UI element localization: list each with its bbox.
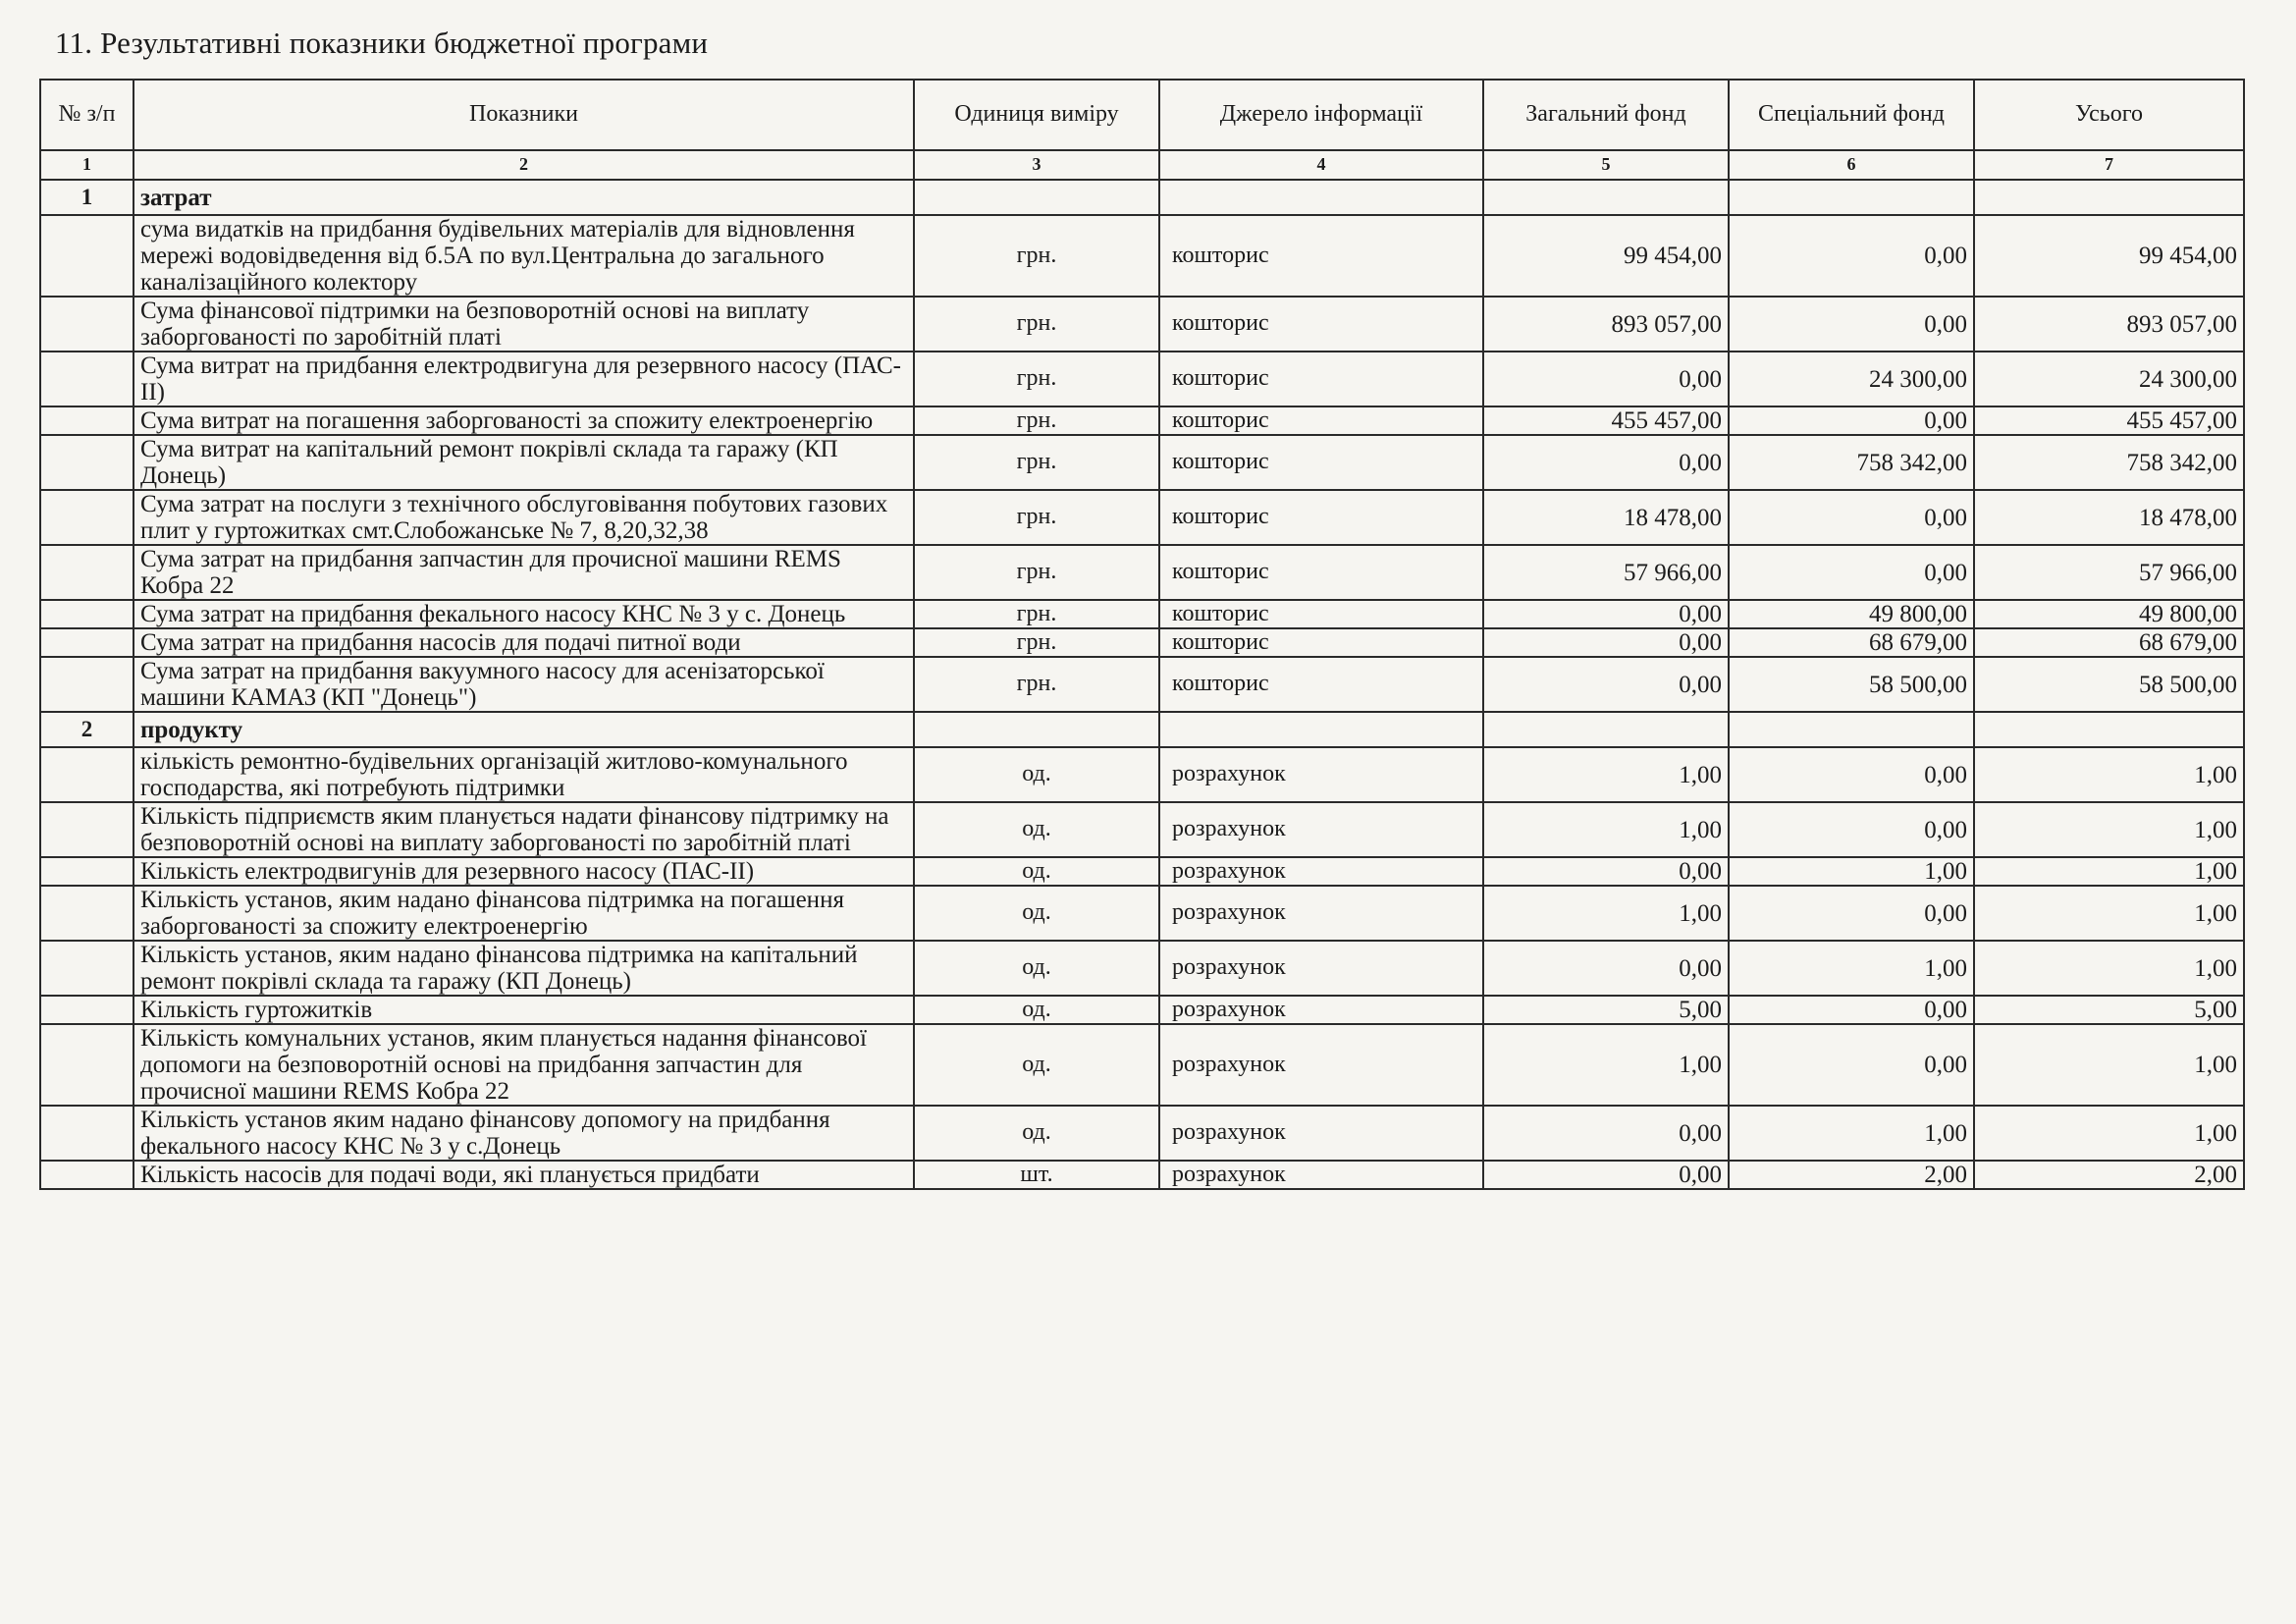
indicator-name: Сума затрат на придбання запчастин для прочисної машини REMS Кобра 22 bbox=[133, 545, 914, 600]
total-value: 1,00 bbox=[1974, 857, 2244, 886]
indicator-name: Кількість електродвигунів для резервного насосу (ПАС-ІІ) bbox=[133, 857, 914, 886]
special-fund-value: 1,00 bbox=[1729, 857, 1974, 886]
special-fund-value: 0,00 bbox=[1729, 1024, 1974, 1106]
total-value: 1,00 bbox=[1974, 886, 2244, 941]
table-row bbox=[40, 600, 2244, 628]
information-source: кошторис bbox=[1159, 545, 1483, 600]
special-fund-value: 0,00 bbox=[1729, 886, 1974, 941]
total-value: 49 800,00 bbox=[1974, 600, 2244, 628]
information-source: кошторис bbox=[1159, 352, 1483, 406]
information-source: розрахунок bbox=[1159, 747, 1483, 802]
unit-of-measure: грн. bbox=[914, 215, 1159, 297]
row-number bbox=[40, 886, 133, 941]
general-fund-value: 0,00 bbox=[1483, 657, 1729, 712]
total-value: 893 057,00 bbox=[1974, 297, 2244, 352]
section-title: продукту bbox=[133, 712, 914, 747]
information-source: розрахунок bbox=[1159, 1024, 1483, 1106]
section-number: 1 bbox=[40, 180, 133, 215]
table-row bbox=[40, 1161, 2244, 1189]
information-source: кошторис bbox=[1159, 435, 1483, 490]
indicator-name: Кількість установ яким надано фінансову допомогу на придбання фекального насосу КНС № 3 у с.Донець bbox=[133, 1106, 914, 1161]
special-fund-value: 0,00 bbox=[1729, 406, 1974, 435]
special-fund-value: 0,00 bbox=[1729, 545, 1974, 600]
information-source: розрахунок bbox=[1159, 802, 1483, 857]
information-source: розрахунок bbox=[1159, 941, 1483, 996]
total-value: 1,00 bbox=[1974, 941, 2244, 996]
row-number bbox=[40, 435, 133, 490]
row-number bbox=[40, 215, 133, 297]
general-fund-value: 1,00 bbox=[1483, 886, 1729, 941]
general-fund-value: 5,00 bbox=[1483, 996, 1729, 1024]
information-source: розрахунок bbox=[1159, 1106, 1483, 1161]
table-row bbox=[40, 628, 2244, 657]
row-number bbox=[40, 490, 133, 545]
total-value: 5,00 bbox=[1974, 996, 2244, 1024]
special-fund-value: 2,00 bbox=[1729, 1161, 1974, 1189]
table-body bbox=[40, 150, 2244, 1189]
row-number bbox=[40, 657, 133, 712]
unit-of-measure: грн. bbox=[914, 628, 1159, 657]
table-row bbox=[40, 1106, 2244, 1161]
unit-of-measure: грн. bbox=[914, 545, 1159, 600]
total-value: 58 500,00 bbox=[1974, 657, 2244, 712]
indicator-name: Сума витрат на придбання електродвигуна для резервного насосу (ПАС-ІІ) bbox=[133, 352, 914, 406]
information-source: кошторис bbox=[1159, 490, 1483, 545]
column-number: 1 bbox=[40, 150, 133, 180]
unit-of-measure: од. bbox=[914, 996, 1159, 1024]
general-fund-value: 0,00 bbox=[1483, 628, 1729, 657]
unit-of-measure: грн. bbox=[914, 352, 1159, 406]
column-number: 6 bbox=[1729, 150, 1974, 180]
general-fund-value: 57 966,00 bbox=[1483, 545, 1729, 600]
indicator-name: Сума витрат на капітальний ремонт покрівлі склада та гаражу (КП Донець) bbox=[133, 435, 914, 490]
table-row bbox=[40, 747, 2244, 802]
table-row bbox=[40, 406, 2244, 435]
special-fund-value: 1,00 bbox=[1729, 1106, 1974, 1161]
total-value: 455 457,00 bbox=[1974, 406, 2244, 435]
general-fund-value: 0,00 bbox=[1483, 352, 1729, 406]
table-row bbox=[40, 352, 2244, 406]
table-row bbox=[40, 1024, 2244, 1106]
total-value: 57 966,00 bbox=[1974, 545, 2244, 600]
general-fund-value: 0,00 bbox=[1483, 857, 1729, 886]
indicator-name: сума видатків на придбання будівельних матеріалів для відновлення мережі водовідведення від б.5А по вул.Центральна до загального каналізаційного колектору bbox=[133, 215, 914, 297]
column-number: 2 bbox=[133, 150, 914, 180]
total-value: 1,00 bbox=[1974, 1106, 2244, 1161]
empty-cell bbox=[914, 712, 1159, 747]
total-value: 758 342,00 bbox=[1974, 435, 2244, 490]
row-number bbox=[40, 297, 133, 352]
column-number: 7 bbox=[1974, 150, 2244, 180]
table-row bbox=[40, 857, 2244, 886]
information-source: кошторис bbox=[1159, 657, 1483, 712]
table-row bbox=[40, 802, 2244, 857]
special-fund-value: 1,00 bbox=[1729, 941, 1974, 996]
indicator-name: Сума затрат на послуги з технічного обслуговівання побутових газових плит у гуртожитках смт.Слобожанське № 7, 8,20,32,38 bbox=[133, 490, 914, 545]
row-number bbox=[40, 1024, 133, 1106]
row-number bbox=[40, 941, 133, 996]
section-number: 2 bbox=[40, 712, 133, 747]
column-number: 5 bbox=[1483, 150, 1729, 180]
row-number bbox=[40, 1161, 133, 1189]
table-row bbox=[40, 435, 2244, 490]
unit-of-measure: од. bbox=[914, 857, 1159, 886]
empty-cell bbox=[1974, 180, 2244, 215]
information-source: розрахунок bbox=[1159, 1161, 1483, 1189]
row-number bbox=[40, 747, 133, 802]
table-row bbox=[40, 297, 2244, 352]
total-value: 18 478,00 bbox=[1974, 490, 2244, 545]
row-number bbox=[40, 352, 133, 406]
row-number bbox=[40, 857, 133, 886]
unit-of-measure: грн. bbox=[914, 490, 1159, 545]
information-source: кошторис bbox=[1159, 215, 1483, 297]
general-fund-value: 0,00 bbox=[1483, 1106, 1729, 1161]
indicator-name: Сума затрат на придбання насосів для подачі питної води bbox=[133, 628, 914, 657]
general-fund-value: 1,00 bbox=[1483, 1024, 1729, 1106]
table-row bbox=[40, 996, 2244, 1024]
total-value: 99 454,00 bbox=[1974, 215, 2244, 297]
information-source: кошторис bbox=[1159, 406, 1483, 435]
special-fund-value: 0,00 bbox=[1729, 747, 1974, 802]
indicator-name: Кількість підприємств яким планується надати фінансову підтримку на безповоротній основі на виплату заборгованості по заробітній платі bbox=[133, 802, 914, 857]
special-fund-value: 0,00 bbox=[1729, 297, 1974, 352]
general-fund-value: 0,00 bbox=[1483, 435, 1729, 490]
total-value: 68 679,00 bbox=[1974, 628, 2244, 657]
general-fund-value: 1,00 bbox=[1483, 747, 1729, 802]
total-value: 1,00 bbox=[1974, 747, 2244, 802]
general-fund-value: 0,00 bbox=[1483, 941, 1729, 996]
indicator-name: Кількість установ, яким надано фінансова підтримка на погашення заборгованості за спожиту електроенергію bbox=[133, 886, 914, 941]
table-row bbox=[40, 886, 2244, 941]
indicator-name: Сума затрат на придбання фекального насосу КНС № 3 у с. Донець bbox=[133, 600, 914, 628]
header-general-fund: Загальний фонд bbox=[1483, 80, 1729, 150]
header-row bbox=[40, 80, 2244, 150]
indicator-name: Кількість комунальних установ, яким планується надання фінансової допомоги на безповоротній основі на придбання запчастин для прочисної машини REMS Кобра 22 bbox=[133, 1024, 914, 1106]
information-source: кошторис bbox=[1159, 600, 1483, 628]
table-row bbox=[40, 490, 2244, 545]
section-title: затрат bbox=[133, 180, 914, 215]
empty-cell bbox=[1729, 180, 1974, 215]
special-fund-value: 58 500,00 bbox=[1729, 657, 1974, 712]
header-source: Джерело інформації bbox=[1159, 80, 1483, 150]
total-value: 1,00 bbox=[1974, 1024, 2244, 1106]
special-fund-value: 24 300,00 bbox=[1729, 352, 1974, 406]
header-indicator: Показники bbox=[133, 80, 914, 150]
header-special-fund: Спеціальний фонд bbox=[1729, 80, 1974, 150]
column-number: 4 bbox=[1159, 150, 1483, 180]
table-row bbox=[40, 941, 2244, 996]
row-number bbox=[40, 545, 133, 600]
unit-of-measure: од. bbox=[914, 747, 1159, 802]
column-number-row bbox=[40, 150, 2244, 180]
information-source: розрахунок bbox=[1159, 996, 1483, 1024]
table-row bbox=[40, 545, 2244, 600]
empty-cell bbox=[1483, 180, 1729, 215]
row-number bbox=[40, 628, 133, 657]
indicator-name: Сума затрат на придбання вакуумного насосу для асенізаторської машини КАМАЗ (КП "Донець") bbox=[133, 657, 914, 712]
header-total: Усього bbox=[1974, 80, 2244, 150]
special-fund-value: 0,00 bbox=[1729, 490, 1974, 545]
information-source: розрахунок bbox=[1159, 886, 1483, 941]
unit-of-measure: грн. bbox=[914, 435, 1159, 490]
section-row bbox=[40, 712, 2244, 747]
row-number bbox=[40, 996, 133, 1024]
empty-cell bbox=[1729, 712, 1974, 747]
indicator-name: Сума витрат на погашення заборгованості за спожиту електроенергію bbox=[133, 406, 914, 435]
special-fund-value: 0,00 bbox=[1729, 802, 1974, 857]
header-unit: Одиниця виміру bbox=[914, 80, 1159, 150]
indicator-name: Кількість насосів для подачі води, які планується придбати bbox=[133, 1161, 914, 1189]
general-fund-value: 18 478,00 bbox=[1483, 490, 1729, 545]
indicator-name: Сума фінансової підтримки на безповоротній основі на виплату заборгованості по заробітній платі bbox=[133, 297, 914, 352]
header-num: № з/п bbox=[40, 80, 133, 150]
general-fund-value: 0,00 bbox=[1483, 600, 1729, 628]
general-fund-value: 1,00 bbox=[1483, 802, 1729, 857]
special-fund-value: 0,00 bbox=[1729, 215, 1974, 297]
unit-of-measure: од. bbox=[914, 886, 1159, 941]
special-fund-value: 0,00 bbox=[1729, 996, 1974, 1024]
page-title: 11. Результативні показники бюджетної програми bbox=[55, 26, 709, 60]
general-fund-value: 0,00 bbox=[1483, 1161, 1729, 1189]
information-source: кошторис bbox=[1159, 628, 1483, 657]
indicators-table bbox=[39, 79, 2245, 1190]
general-fund-value: 99 454,00 bbox=[1483, 215, 1729, 297]
special-fund-value: 49 800,00 bbox=[1729, 600, 1974, 628]
information-source: розрахунок bbox=[1159, 857, 1483, 886]
unit-of-measure: грн. bbox=[914, 657, 1159, 712]
unit-of-measure: грн. bbox=[914, 406, 1159, 435]
unit-of-measure: од. bbox=[914, 1024, 1159, 1106]
unit-of-measure: грн. bbox=[914, 297, 1159, 352]
indicator-name: кількість ремонтно-будівельних організацій житлово-комунального господарства, які потребують підтримки bbox=[133, 747, 914, 802]
unit-of-measure: од. bbox=[914, 941, 1159, 996]
total-value: 24 300,00 bbox=[1974, 352, 2244, 406]
section-row bbox=[40, 180, 2244, 215]
indicator-name: Кількість гуртожитків bbox=[133, 996, 914, 1024]
total-value: 1,00 bbox=[1974, 802, 2244, 857]
table-row bbox=[40, 215, 2244, 297]
empty-cell bbox=[1159, 180, 1483, 215]
empty-cell bbox=[914, 180, 1159, 215]
row-number bbox=[40, 1106, 133, 1161]
indicator-name: Кількість установ, яким надано фінансова підтримка на капітальний ремонт покрівлі склада та гаражу (КП Донець) bbox=[133, 941, 914, 996]
row-number bbox=[40, 802, 133, 857]
row-number bbox=[40, 406, 133, 435]
unit-of-measure: од. bbox=[914, 802, 1159, 857]
empty-cell bbox=[1483, 712, 1729, 747]
row-number bbox=[40, 600, 133, 628]
empty-cell bbox=[1974, 712, 2244, 747]
information-source: кошторис bbox=[1159, 297, 1483, 352]
unit-of-measure: од. bbox=[914, 1106, 1159, 1161]
general-fund-value: 893 057,00 bbox=[1483, 297, 1729, 352]
column-number: 3 bbox=[914, 150, 1159, 180]
special-fund-value: 68 679,00 bbox=[1729, 628, 1974, 657]
table-row bbox=[40, 657, 2244, 712]
unit-of-measure: грн. bbox=[914, 600, 1159, 628]
general-fund-value: 455 457,00 bbox=[1483, 406, 1729, 435]
total-value: 2,00 bbox=[1974, 1161, 2244, 1189]
indicators-table-container bbox=[39, 79, 2243, 1190]
unit-of-measure: шт. bbox=[914, 1161, 1159, 1189]
special-fund-value: 758 342,00 bbox=[1729, 435, 1974, 490]
empty-cell bbox=[1159, 712, 1483, 747]
